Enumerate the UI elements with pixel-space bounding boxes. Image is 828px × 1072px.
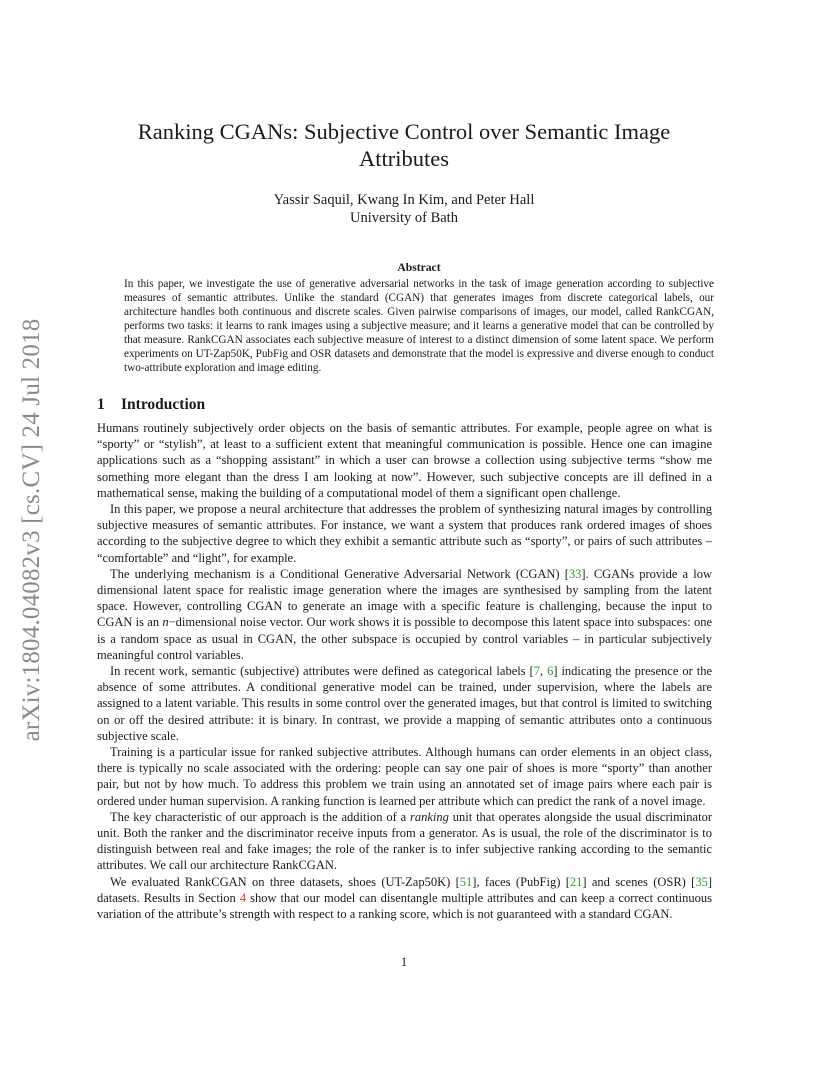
section-number: 1 <box>97 396 105 413</box>
citation-link[interactable]: 51 <box>459 874 473 889</box>
intro-paragraph-4 <box>97 663 712 744</box>
intro-paragraph-3 <box>97 566 712 663</box>
citation-link[interactable]: 35 <box>695 874 708 889</box>
intro-paragraph-7 <box>97 874 712 923</box>
text-span: ] indicating the presence or the absence of some attributes. A conditional generative model can be trained, under supervision, where the labels are assigned to a latent variable. This results in some control over the generated images, but that control is limited to switching on or off the desired attribute: it is binary. In contrast, we provide a mapping of semantic attributes onto a continuous subjective scale. <box>97 664 713 743</box>
intro-paragraph-6 <box>97 809 712 874</box>
page-number: 1 <box>400 955 408 969</box>
text-span: ]. CGANs provide a low dimensional latent space for realistic image generation where the images are synthesised by sampling from the latent space. However, controlling CGAN to generate an image with a specific feature is challenging, because the input to CGAN is an <box>97 566 712 630</box>
intro-paragraph-1: Humans routinely subjectively order objects on the basis of semantic attributes. For example, people agree on what is “sporty” or “stylish”, at least to a sufficient extent that meaningful communication is possible. Hence one can imagine applications such as a “shopping assistant” in which a user can browse a collection using subjective terms “show me something more elegant than the dress I am looking at now”. However, such subjective concepts are ill defined in a mathematical sense, making the building of a computational model of them a significant open challenge. <box>97 421 712 500</box>
author-names: Yassir Saquil, Kwang In Kim, and Peter Hall <box>273 192 535 208</box>
citation-link[interactable]: 6 <box>547 664 554 679</box>
text-span: ], faces (PubFig) [ <box>472 874 570 889</box>
abstract <box>124 261 714 375</box>
text-span: unit that operates alongside the usual discriminator unit. Both the ranker and the discriminator receive inputs from a generator. As is usual, the role of the discriminator is to distinguish between real and fake images; the role of the ranker is to infer subjective ranking according to the semantic attributes. We call our architecture RankCGAN. <box>97 809 712 873</box>
text-span: ] datasets. Results in Section <box>97 874 712 905</box>
text-span: The key characteristic of our approach is the addition of a <box>110 809 411 824</box>
text-span: show that our model can disentangle multiple attributes and can keep a correct continuous variation of the attribute’s strength with respect to a ranking score, which is not guaranteed with a standard CGAN. <box>97 890 712 922</box>
section-title: Introduction <box>121 396 206 413</box>
intro-paragraph-2: In this paper, we propose a neural architecture that addresses the problem of synthesizing natural images by controlling subjective measures of semantic attributes. For instance, we want a system that produces rank ordered images of shoes according to the subjective degree to which they exhibit a semantic attribute such as “sporty”, or pairs of such attributes – “comfortable” and “light”, for example. <box>97 502 712 565</box>
section-introduction <box>97 395 712 922</box>
paper-title: Ranking CGANs: Subjective Control over Semantic Image Attributes <box>137 119 671 171</box>
citation-link[interactable]: 21 <box>569 874 583 889</box>
section-reference-link[interactable]: 4 <box>239 890 247 905</box>
citation-link[interactable]: 7 <box>533 664 540 679</box>
text-span: −dimensional noise vector. Our work shows it is possible to decompose this latent space into subspaces: one is a random space as usual in CGAN, the other subspace is occupied by control variables – in particular subjectively meaningful control variables. <box>97 615 712 662</box>
abstract-body: In this paper, we investigate the use of generative adversarial networks in the task of image generation according to subjective measures of semantic attributes. Unlike the standard (CGAN) that generates images from discrete categorical labels, our architecture handles both continuous and discrete scales. Given pairwise comparisons of images, our model, called RankCGAN, performs two tasks: it learns to rank images using a subjective measure; and it learns a generative model that can be controlled by that measure. RankCGAN associates each subjective measure of interest to a distinct dimension of some latent space. We perform experiments on UT-Zap50K, PubFig and OSR datasets and demonstrate that the model is expressive and diverse enough to conduct two-attribute exploration and image editing. <box>124 278 714 374</box>
math-variable: n <box>162 615 169 630</box>
text-span: ] and scenes (OSR) [ <box>582 874 696 889</box>
emphasis: ranking <box>410 809 449 824</box>
affiliation: University of Bath <box>350 210 458 226</box>
text-span: We evaluated RankCGAN on three datasets, shoes (UT-Zap50K) [ <box>110 874 460 889</box>
intro-paragraph-5: Training is a particular issue for ranked subjective attributes. Although humans can order elements in an object class, there is typically no scale associated with the ordering: people can say one pair of shoes is more “sporty” than another pair, but not by how much. To address this problem we train using an annotated set of image pairs where each pair is ordered under human supervision. A ranking function is learned per attribute which can predict the rank of a novel image. <box>97 745 712 808</box>
text-span: , <box>539 664 548 679</box>
abstract-heading: Abstract <box>397 261 441 274</box>
text-span: The underlying mechanism is a Conditional Generative Adversarial Network (CGAN) [ <box>110 566 569 581</box>
text-span: In recent work, semantic (subjective) attributes were defined as categorical labels [ <box>110 664 534 679</box>
arxiv-identifier-text: arXiv:1804.04082v3 [cs.CV] 24 Jul 2018 <box>18 318 45 742</box>
arxiv-identifier-stamp <box>2 280 62 780</box>
section-heading <box>97 395 712 415</box>
citation-link[interactable]: 33 <box>568 566 582 581</box>
author-block <box>100 191 708 227</box>
